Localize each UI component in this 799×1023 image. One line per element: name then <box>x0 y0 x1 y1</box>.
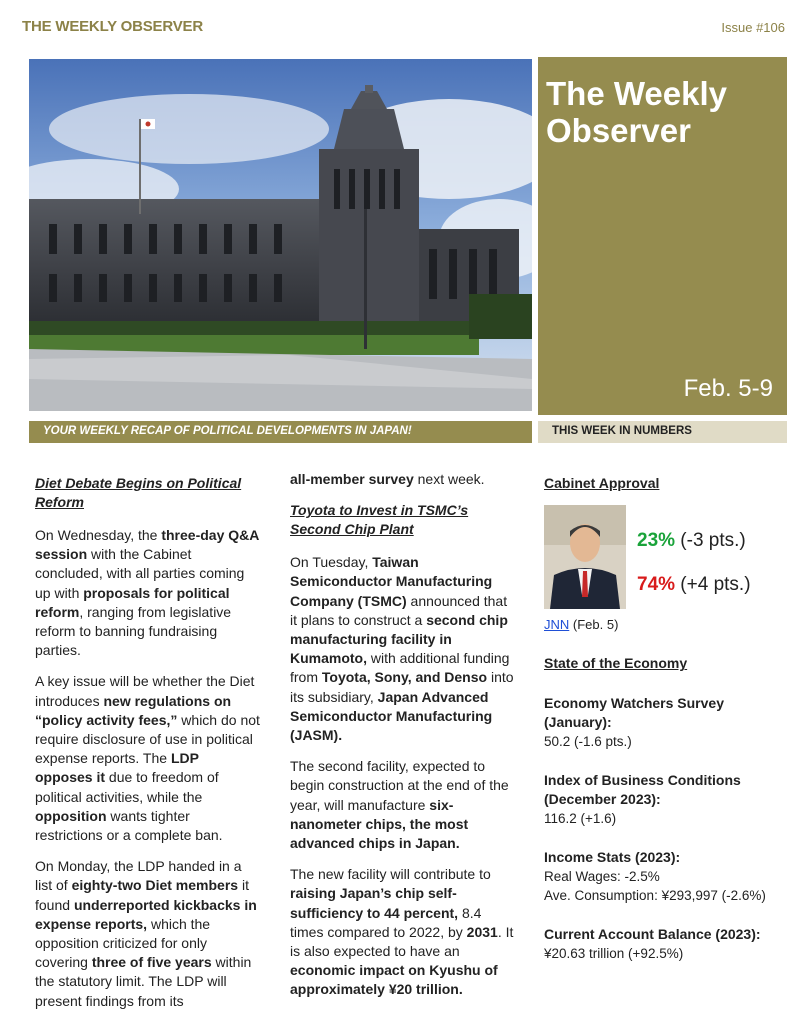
economy-stat-value: Ave. Consumption: ¥293,997 (-2.6%) <box>544 887 766 903</box>
poll-date: (Feb. 5) <box>569 617 619 633</box>
economy-stat <box>544 771 784 828</box>
economy-stat-label: Index of Business Conditions (December 2023): <box>544 771 741 807</box>
issue-number: Issue #106 <box>721 20 785 35</box>
economy-stat-label: Economy Watchers Survey (January): <box>544 694 724 730</box>
text-run: eighty-two Diet members <box>71 877 239 894</box>
cabinet-approval-heading: Cabinet Approval <box>544 475 660 491</box>
economy-stats-list <box>544 694 784 963</box>
text-run: new regulations on “policy activity fees,” <box>35 692 232 728</box>
approval-change: (-3 pts.) <box>675 530 746 552</box>
economy-stat-label: Income Stats (2023): <box>544 848 681 865</box>
text-run: Toyota, Sony, and Denso <box>321 669 488 686</box>
economy-stat-value: 116.2 (+1.6) <box>544 810 617 826</box>
economy-heading: State of the Economy <box>544 655 688 672</box>
text-run: proposals for political reform <box>35 584 230 620</box>
text-run: A key issue will be whether the Diet introduces <box>35 673 255 709</box>
disapproval-change: (+4 pts.) <box>675 574 751 596</box>
text-run: underreported kickbacks in expense reports, <box>35 896 257 932</box>
tsmc-paragraph-3 <box>290 865 515 999</box>
text-run: On Monday, the LDP handed in a list of <box>35 858 242 894</box>
numbers-heading: THIS WEEK IN NUMBERS <box>538 421 787 443</box>
text-run: three-day Q&A session <box>35 527 259 563</box>
economy-stat <box>544 925 784 963</box>
text-run: raising Japan’s chip self-sufficiency to 44 percent, <box>290 885 459 921</box>
text-run: next week. <box>413 471 485 487</box>
economy-stat <box>544 694 784 751</box>
economy-stat-value: Real Wages: -2.5% <box>544 868 660 884</box>
prime-minister-portrait <box>544 505 626 609</box>
disapproval-percent: 74% <box>637 574 676 596</box>
text-run: The new facility will contribute to <box>290 866 491 883</box>
economy-stat <box>544 848 784 905</box>
text-run: with additional funding from <box>290 650 510 686</box>
cabinet-approval-block <box>544 505 784 613</box>
disapproval-stat <box>637 575 751 594</box>
text-run: which the opposition criticized for only covering <box>35 915 211 971</box>
economy-stat-value: 50.2 (-1.6 pts.) <box>544 733 632 749</box>
text-run: The second facility, expected to begin construction at the end of the year, will manufacture <box>290 758 509 813</box>
article-headline-tsmc: Toyota to Invest in TSMC’s Second Chip Plant <box>290 502 469 538</box>
text-run: second chip manufacturing facility in Kumamoto, <box>290 611 508 667</box>
text-run: wants tighter restrictions or a complete ban. <box>35 807 223 844</box>
text-run: . It is also expected to have an <box>290 923 514 960</box>
text-run: opposition <box>35 807 107 824</box>
text-run: announced that it plans to construct a <box>290 592 508 628</box>
economy-stat-value: ¥20.63 trillion (+92.5%) <box>544 945 684 961</box>
masthead-title: THE WEEKLY OBSERVER <box>22 18 203 35</box>
diet-paragraph-3-continued <box>290 470 515 489</box>
approval-stat <box>637 531 746 550</box>
diet-paragraph-1 <box>35 526 260 660</box>
diet-building-photo <box>29 59 532 411</box>
approval-percent: 23% <box>637 530 676 552</box>
text-run: with the Cabinet concluded, with all parties coming up with <box>35 546 245 601</box>
diet-paragraph-2 <box>35 672 260 845</box>
text-run: 2031 <box>466 923 498 940</box>
text-run: six-nanometer chips, the most advanced chips in Japan. <box>290 796 469 852</box>
tagline-bar: YOUR WEEKLY RECAP OF POLITICAL DEVELOPMENTS IN JAPAN! <box>29 421 532 443</box>
numbers-column <box>544 474 784 983</box>
text-run: Japan Advanced Semiconductor Manufacturing (JASM). <box>290 688 493 744</box>
column-1 <box>35 474 260 1023</box>
tsmc-paragraph-2 <box>290 757 515 853</box>
text-run: LDP opposes it <box>35 750 199 786</box>
text-run: within the statutory limit. The LDP will present findings from its <box>35 954 252 1009</box>
article-headline-diet: Diet Debate Begins on Political Reform <box>35 475 242 510</box>
text-run: it found <box>35 877 249 913</box>
week-dates: Feb. 5-9 <box>683 375 773 402</box>
poll-source <box>544 615 784 634</box>
text-run: On Wednesday, the <box>35 527 162 543</box>
text-run: Taiwan Semiconductor Manufacturing Company (TSMC) <box>290 554 493 609</box>
text-run: which do not require disclosure of use in political expense reports. The <box>35 711 260 767</box>
text-run: On Tuesday, <box>290 554 373 571</box>
text-run: , ranging from legislative reform to banning fundraising parties. <box>35 603 232 659</box>
diet-paragraph-3 <box>35 857 260 1011</box>
text-run: three of five years <box>91 954 212 971</box>
tsmc-paragraph-1 <box>290 553 515 745</box>
jnn-source-link[interactable]: JNN <box>544 617 570 633</box>
text-run: due to freedom of political activities, while the <box>35 769 219 805</box>
text-run: all-member survey <box>290 471 414 487</box>
text-run: 8.4 times compared to 2022, by <box>290 904 482 940</box>
text-run: economic impact on Kyushu of approximately ¥20 trillion. <box>290 962 498 998</box>
title-panel <box>538 57 787 415</box>
column-2 <box>290 470 515 1012</box>
economy-stat-label: Current Account Balance (2023): <box>544 925 761 942</box>
newsletter-title: The Weekly Observer <box>546 75 727 149</box>
text-run: into its subsidiary, <box>290 669 514 705</box>
